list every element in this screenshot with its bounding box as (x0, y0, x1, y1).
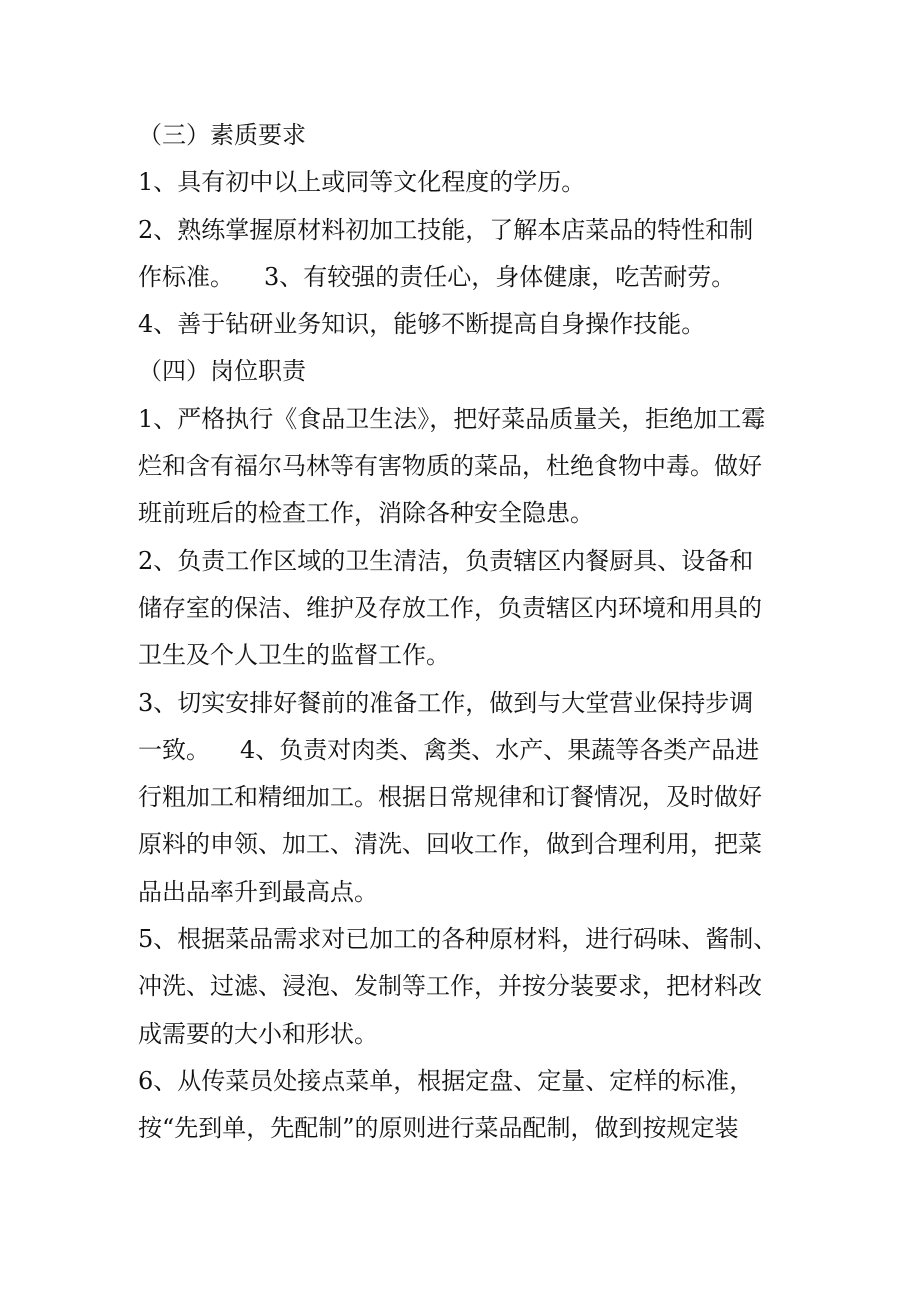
paragraph-line: 1、严格执行《食品卫生法》，把好菜品质量关，拒绝加工霉 (138, 404, 766, 433)
paragraph-line: 成需要的大小和形状。 (138, 1019, 378, 1048)
paragraph-line: 按“先到单，先配制”的原则进行菜品配制，做到按规定装 (138, 1114, 739, 1143)
paragraph-line: 1、具有初中以上或同等文化程度的学历。 (138, 168, 586, 197)
paragraph-line: 卫生及个人卫生的监督工作。 (138, 641, 450, 670)
paragraph-line: 2、熟练掌握原材料初加工技能，了解本店菜品的特性和制 (138, 215, 754, 244)
paragraph-line: 2、负责工作区域的卫生清洁，负责辖区内餐厨具、设备和 (138, 546, 754, 575)
paragraph-line: 6、从传菜员处接点菜单，根据定盘、定量、定样的标准， (138, 1066, 754, 1095)
paragraph-line: 原料的申领、加工、清洗、回收工作，做到合理利用，把菜 (138, 830, 762, 859)
paragraph-line: 品出品率升到最高点。 (138, 877, 378, 906)
section-heading-quality: （三）素质要求 (138, 121, 306, 149)
paragraph-line: 作标准。 3、有较强的责任心，身体健康，吃苦耐劳。 (138, 262, 736, 291)
paragraph-line: 班前班后的检查工作，消除各种安全隐患。 (138, 499, 594, 528)
paragraph-line: 储存室的保洁、维护及存放工作，负责辖区内环境和用具的 (138, 593, 762, 622)
paragraph-line: 3、切实安排好餐前的准备工作，做到与大堂营业保持步调 (138, 688, 754, 717)
paragraph-line: 冲洗、过滤、浸泡、发制等工作，并按分装要求，把材料改 (138, 972, 762, 1001)
document-body (138, 112, 798, 1153)
paragraph-line: 行粗加工和精细加工。根据日常规律和订餐情况，及时做好 (138, 783, 762, 812)
section-heading-duties: （四）岗位职责 (138, 357, 306, 386)
paragraph-line: 5、根据菜品需求对已加工的各种原材料，进行码味、酱制、 (138, 925, 778, 954)
paragraph-line: 4、善于钻研业务知识，能够不断提高自身操作技能。 (138, 310, 706, 339)
paragraph-line: 烂和含有福尔马林等有害物质的菜品，杜绝食物中毒。做好 (138, 452, 762, 481)
paragraph-line: 一致。 4、负责对肉类、禽类、水产、果蔬等各类产品进 (138, 735, 760, 764)
